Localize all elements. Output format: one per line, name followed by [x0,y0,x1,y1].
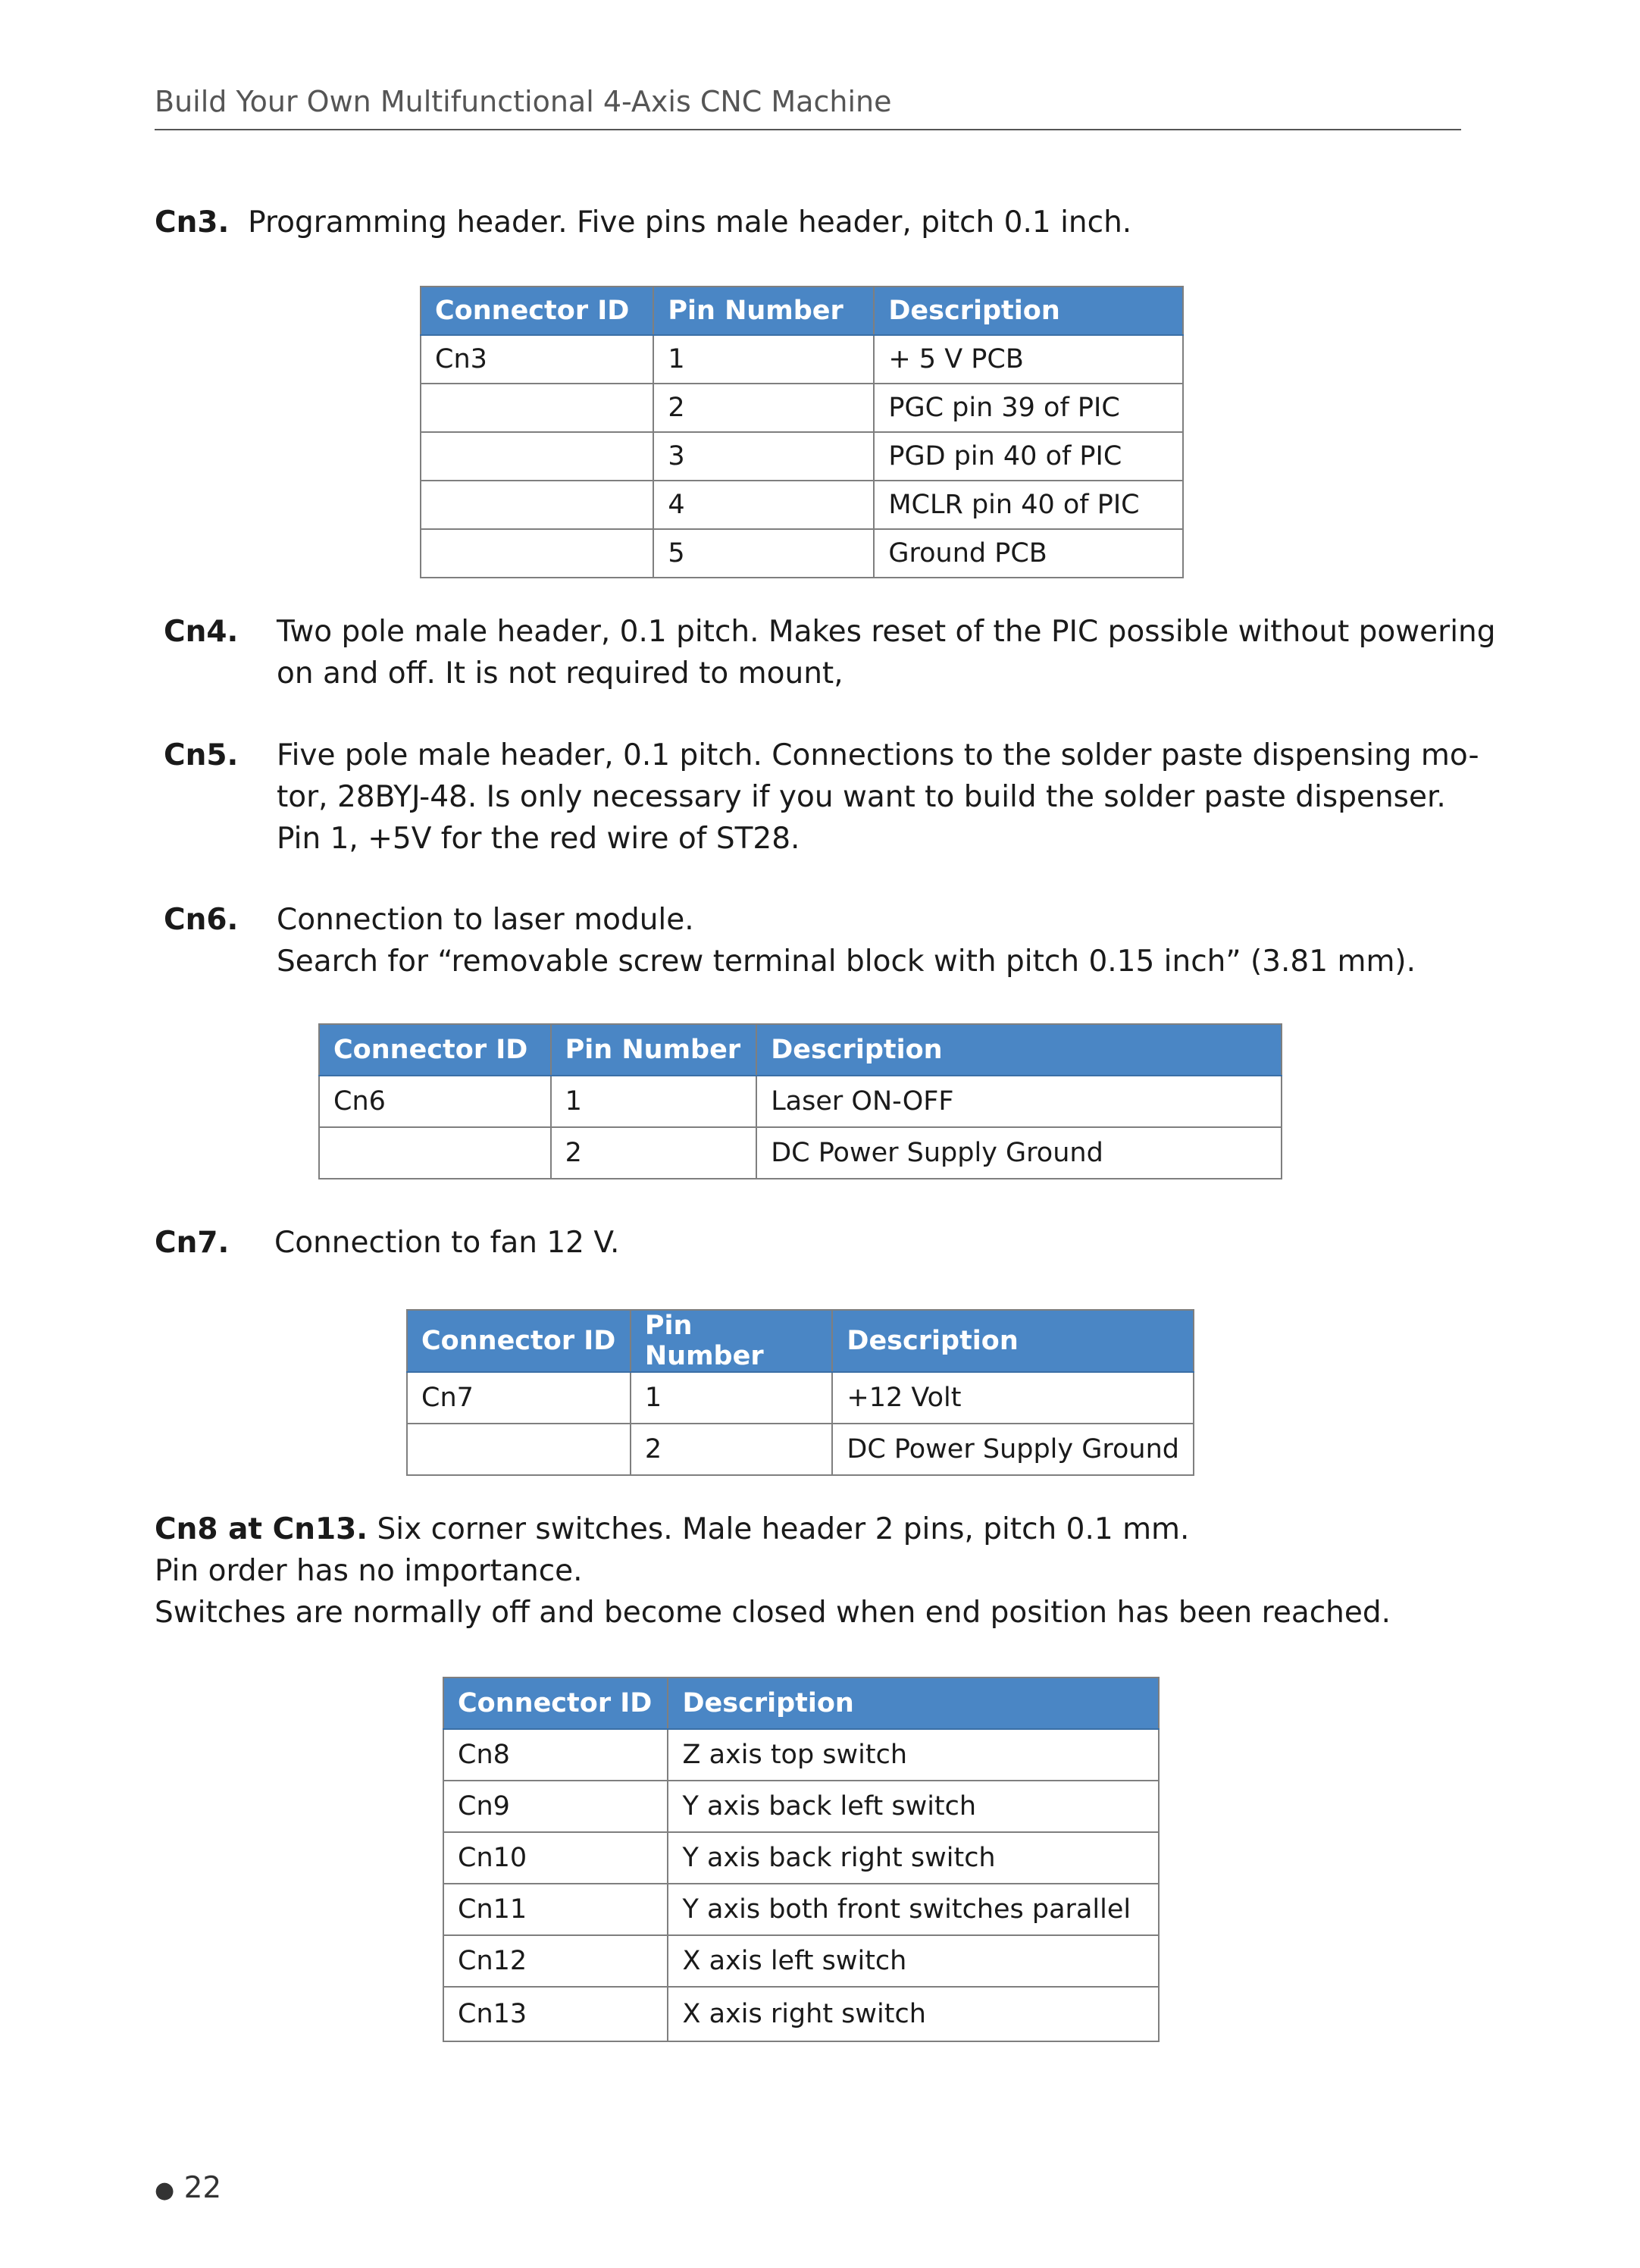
table-cell: Cn8 [443,1729,668,1781]
table-cell: Cn10 [443,1832,668,1884]
table-cell [421,529,653,578]
table-cell: 2 [551,1127,757,1179]
table-row [319,1076,1282,1127]
cn3-paragraph [155,202,1131,243]
table-cell: Y axis back left switch [668,1781,1159,1832]
table-cell: Z axis top switch [668,1729,1159,1781]
cn6-table [318,1023,1282,1179]
column-header: Connector ID [421,287,653,335]
table-row [443,1987,1159,2041]
table-cell [421,384,653,432]
table-cell: Cn9 [443,1781,668,1832]
text-line: Five pole male header, 0.1 pitch. Connections to the solder paste dispensing mo- [277,738,1479,772]
cn5-label: Cn5. [164,738,239,772]
table-cell: Ground PCB [874,529,1183,578]
cn3-text: Programming header. Five pins male header, pitch 0.1 inch. [248,205,1132,240]
cn7-text: Connection to fan 12 V. [274,1226,620,1260]
table-row [421,432,1183,481]
column-header: Description [756,1024,1282,1076]
text-line: Pin 1, +5V for the red wire of ST28. [277,822,800,856]
table-cell [407,1424,631,1475]
table-cell: X axis right switch [668,1987,1159,2041]
table-cell [421,481,653,529]
table-cell: 2 [653,384,874,432]
table-row [421,529,1183,578]
column-header: Connector ID [443,1678,668,1729]
cn6-label: Cn6. [164,903,239,937]
text-line: Pin order has no importance. [155,1554,583,1588]
cn4-text [277,611,1496,694]
column-header: Description [832,1310,1194,1372]
table-row [443,1729,1159,1781]
table-cell: 2 [631,1424,833,1475]
table-row [443,1781,1159,1832]
table-cell: +12 Volt [832,1372,1194,1424]
table-row [407,1372,1194,1424]
page-number-text: 22 [183,2171,222,2205]
table-cell: 1 [653,335,874,384]
table-row [319,1127,1282,1179]
text-line: on and off. It is not required to mount, [277,656,843,691]
column-header: Description [874,287,1183,335]
text-line: tor, 28BYJ-48. Is only necessary if you want to build the solder paste dispenser. [277,780,1446,814]
table-cell: DC Power Supply Ground [832,1424,1194,1475]
cn4-label: Cn4. [164,615,239,649]
table-row [443,1832,1159,1884]
table-cell: Cn12 [443,1935,668,1987]
bullet-icon: ● [155,2177,175,2204]
page-number [155,2171,221,2205]
table-row [443,1884,1159,1935]
table-cell: Cn3 [421,335,653,384]
cn8-label: Cn8 at Cn13. [155,1512,368,1546]
cn8-text: Six corner switches. Male header 2 pins, pitch 0.1 mm. [377,1512,1190,1546]
table-cell: Cn7 [407,1372,631,1424]
table-header-row [443,1678,1159,1729]
table-cell: Cn11 [443,1884,668,1935]
table-cell: Cn6 [319,1076,551,1127]
table-cell: 1 [631,1372,833,1424]
table-cell: 5 [653,529,874,578]
table-header-row [319,1024,1282,1076]
cn8-paragraph [155,1508,1391,1634]
cn3-label: Cn3. [155,205,230,240]
column-header: Connector ID [319,1024,551,1076]
cn7-table [406,1309,1194,1476]
table-cell: PGD pin 40 of PIC [874,432,1183,481]
table-row [421,384,1183,432]
text-line: Switches are normally off and become closed when end position has been reached. [155,1596,1391,1630]
cn6-text [277,899,1416,982]
table-cell: 1 [551,1076,757,1127]
table-cell [319,1127,551,1179]
table-cell: DC Power Supply Ground [756,1127,1282,1179]
text-line [155,1508,1391,1550]
table-cell: Y axis back right switch [668,1832,1159,1884]
cn7-label: Cn7. [155,1226,230,1260]
running-header: Build Your Own Multifunctional 4-Axis CNC Machine [155,85,1461,130]
text-line: Two pole male header, 0.1 pitch. Makes reset of the PIC possible without powering [277,615,1496,649]
table-cell [421,432,653,481]
table-cell: + 5 V PCB [874,335,1183,384]
column-header: Pin Number [653,287,874,335]
table-row [421,481,1183,529]
cn5-text [277,735,1479,860]
table-row [407,1424,1194,1475]
text-line: Search for “removable screw terminal block with pitch 0.15 inch” (3.81 mm). [277,944,1416,979]
table-cell: Y axis both front switches parallel [668,1884,1159,1935]
table-cell: Laser ON-OFF [756,1076,1282,1127]
table-cell: MCLR pin 40 of PIC [874,481,1183,529]
column-header: Connector ID [407,1310,631,1372]
column-header: Description [668,1678,1159,1729]
cn3-table [420,286,1184,578]
table-row [443,1935,1159,1987]
table-header-row [407,1310,1194,1372]
table-cell: Cn13 [443,1987,668,2041]
table-cell: PGC pin 39 of PIC [874,384,1183,432]
table-cell: 3 [653,432,874,481]
table-cell: X axis left switch [668,1935,1159,1987]
table-cell: 4 [653,481,874,529]
text-line: Connection to laser module. [277,903,694,937]
cn8-table [443,1677,1160,2042]
table-row [421,335,1183,384]
column-header: Pin Number [551,1024,757,1076]
column-header: Pin Number [631,1310,833,1372]
table-header-row [421,287,1183,335]
